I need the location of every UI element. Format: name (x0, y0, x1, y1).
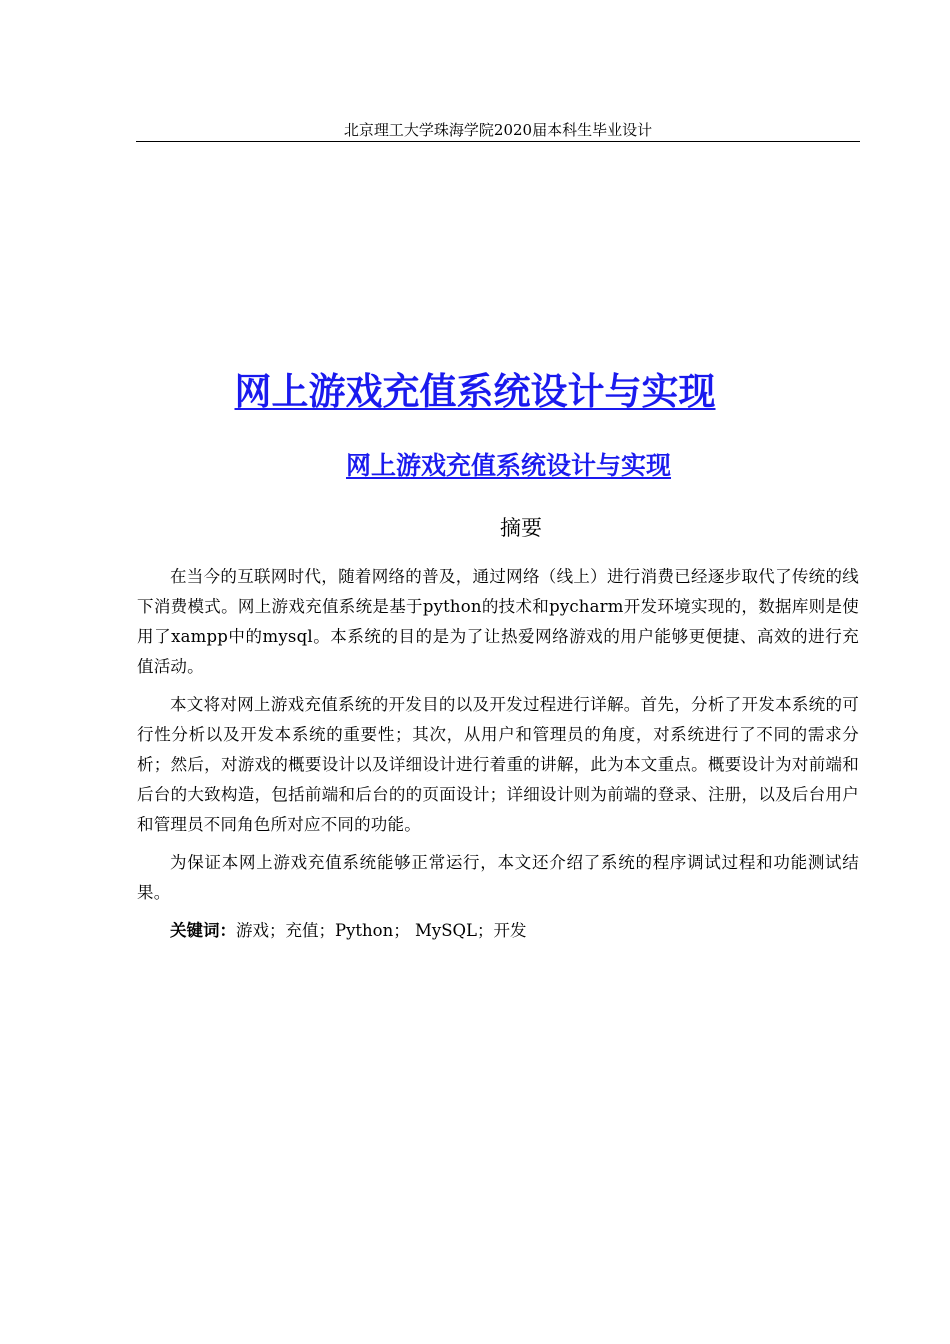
header-rule (136, 141, 860, 142)
abstract-paragraph-3: 为保证本网上游戏充值系统能够正常运行，本文还介绍了系统的程序调试过程和功能测试结果。 (137, 853, 859, 902)
keywords-text: 游戏；充值；Python； MySQL；开发 (236, 921, 527, 940)
abstract-heading: 摘要 (500, 516, 542, 540)
abstract-paragraph-1: 在当今的互联网时代，随着网络的普及，通过网络（线上）进行消费已经逐步取代了传统的线下消费模式。网上游戏充值系统是基于python的技术和pycharm开发环境实现的，数据库则是使用了xampp中的mysql。本系统的目的是为了让热爱网络游戏的用户能够更便捷、高效的进行充值活动。 (137, 567, 859, 676)
abstract-paragraph-2: 本文将对网上游戏充值系统的开发目的以及开发过程进行详解。首先，分析了开发本系统的可行性分析以及开发本系统的重要性；其次，从用户和管理员的角度，对系统进行了不同的需求分析；然后，对游戏的概要设计以及详细设计进行着重的讲解，此为本文重点。概要设计为对前端和后台的大致构造，包括前端和后台的的页面设计；详细设计则为前端的登录、注册，以及后台用户和管理员不同角色所对应不同的功能。 (137, 695, 859, 834)
document-subtitle[interactable]: 网上游戏充值系统设计与实现 (346, 451, 672, 480)
keywords-label: 关键词： (170, 921, 236, 940)
keywords-line (137, 916, 859, 946)
abstract-body (137, 562, 859, 946)
document-title[interactable]: 网上游戏充值系统设计与实现 (234, 370, 716, 413)
page-header: 北京理工大学珠海学院2020届本科生毕业设计 (343, 121, 653, 139)
